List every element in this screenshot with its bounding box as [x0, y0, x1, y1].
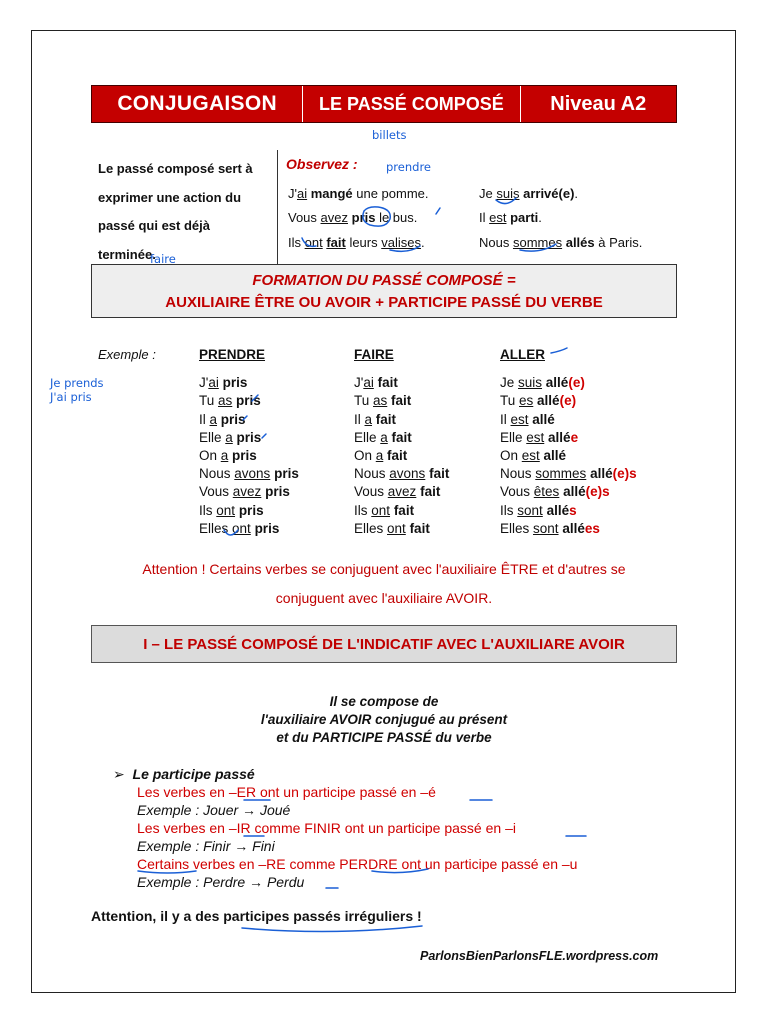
- participle: allé: [546, 502, 570, 518]
- participle: pris: [232, 448, 257, 464]
- faire-row: [354, 392, 449, 410]
- participle: fait: [387, 448, 408, 464]
- pronoun: Elle: [500, 429, 527, 445]
- participle: fait: [375, 411, 397, 427]
- pronoun: Vous: [354, 484, 388, 500]
- pronoun: Nous: [354, 466, 390, 482]
- auxiliary: sommes: [535, 466, 587, 482]
- attention-irreguliers: Attention, il y a des participes passés irréguliers !: [91, 908, 422, 924]
- participle: allé: [545, 375, 569, 391]
- participle: fait: [420, 484, 441, 500]
- pronoun: Tu: [500, 393, 520, 409]
- auxiliary: as: [373, 393, 388, 409]
- rule-re: Certains verbes en –RE comme PERDRE ont un participe passé en –u: [137, 856, 578, 872]
- definition-text: Le passé composé sert à exprimer une action du passé qui est déjà terminée.: [98, 161, 253, 262]
- pronoun: On: [199, 448, 221, 464]
- banner-level: Niveau A2: [550, 92, 647, 115]
- prendre-row: [199, 465, 299, 483]
- formation-line-1: FORMATION DU PASSÉ COMPOSÉ =: [252, 272, 516, 289]
- participe-passe-block: [113, 765, 577, 891]
- auxiliary: avez: [387, 484, 417, 500]
- intro-divider: [91, 264, 677, 265]
- pronoun: Tu: [199, 393, 219, 409]
- handwriting-billets: billets: [372, 128, 407, 142]
- prendre-row: [199, 429, 299, 447]
- aller-row: [500, 429, 637, 447]
- pronoun: Elle: [199, 429, 226, 445]
- auxiliary: ont: [387, 520, 406, 536]
- faire-row: [354, 502, 449, 520]
- exemple-label: Exemple :: [98, 347, 156, 362]
- auxiliary: a: [225, 429, 233, 445]
- agreement-ending: es: [584, 520, 600, 536]
- attention-auxiliaire-line-2: conjuguent avec l'auxiliaire AVOIR.: [275, 590, 493, 606]
- formation-line-2: AUXILIAIRE ÊTRE OU AVOIR + PARTICIPE PASSÉ DU VERBE: [165, 294, 603, 311]
- auxiliary: avez: [232, 484, 262, 500]
- attention-auxiliaire-line-1: Attention ! Certains verbes se conjuguent avec l'auxiliaire ÊTRE et d'autres se: [142, 561, 626, 577]
- prendre-column: [199, 346, 299, 538]
- agreement-ending: s: [569, 502, 577, 518]
- pronoun: J': [354, 375, 364, 391]
- aller-row: [500, 447, 637, 465]
- faire-header: FAIRE: [354, 347, 394, 362]
- participle: allé: [537, 393, 560, 409]
- agreement-ending: (e): [559, 393, 577, 409]
- pronoun: Vous: [199, 484, 233, 500]
- pronoun: Elles: [199, 520, 233, 536]
- participle: pris: [238, 502, 264, 518]
- participle: allé: [543, 448, 567, 464]
- handwriting-note: [50, 376, 104, 404]
- aller-row: [500, 483, 637, 501]
- auxiliary: ai: [363, 375, 374, 391]
- handwriting-faire: faire: [150, 252, 176, 266]
- pronoun: Ils: [500, 502, 518, 518]
- faire-column: [354, 346, 449, 538]
- example-sentence-5: Il est parti.: [479, 210, 542, 225]
- agreement-ending: (e)s: [585, 484, 610, 500]
- rule-ir: Les verbes en –IR comme FINIR ont un participe passé en –i: [137, 820, 516, 836]
- section-title: I – LE PASSÉ COMPOSÉ DE L'INDICATIF AVEC L'AUXILIARE AVOIR: [91, 625, 677, 663]
- pronoun: Tu: [354, 393, 374, 409]
- pronoun: Vous: [500, 484, 534, 500]
- prendre-row: [199, 447, 299, 465]
- example-sentence-1: J'ai mangé une pomme.: [288, 186, 429, 201]
- banner-conjugaison: CONJUGAISON: [92, 86, 303, 122]
- compose-line-2: l'auxiliaire AVOIR conjugué au présent: [260, 712, 508, 727]
- prendre-header: PRENDRE: [199, 347, 266, 362]
- participle: pris: [222, 375, 248, 391]
- participle: allé: [562, 520, 585, 536]
- participle: fait: [391, 393, 412, 409]
- compose-block: [91, 693, 677, 747]
- aller-row: [500, 411, 637, 429]
- banner-topic: LE PASSÉ COMPOSÉ: [303, 86, 520, 122]
- auxiliary: ont: [232, 520, 251, 536]
- pronoun: Je: [500, 375, 519, 391]
- auxiliary: est: [521, 448, 540, 464]
- pronoun: Il: [354, 411, 365, 427]
- pronoun: Ils: [199, 502, 217, 518]
- pronoun: Nous: [199, 466, 235, 482]
- auxiliary: êtes: [533, 484, 560, 500]
- faire-row: [354, 465, 449, 483]
- auxiliary: sont: [533, 520, 559, 536]
- participle: pris: [265, 484, 290, 500]
- definition-cell: [91, 150, 278, 265]
- auxiliary: est: [510, 411, 529, 427]
- auxiliary: est: [526, 429, 545, 445]
- example-er: Exemple : Jouer → Joué: [137, 802, 291, 818]
- compose-line-1: Il se compose de: [329, 694, 439, 709]
- auxiliary: a: [364, 411, 373, 427]
- pronoun: On: [500, 448, 522, 464]
- pronoun: Il: [199, 411, 210, 427]
- example-sentence-4: Je suis arrivé(e).: [479, 186, 579, 201]
- auxiliary: ai: [208, 375, 219, 391]
- participle: fait: [393, 502, 415, 518]
- example-ir: Exemple : Finir → Fini: [137, 838, 275, 854]
- auxiliary: a: [209, 411, 218, 427]
- rule-er: Les verbes en –ER ont un participe passé en –é: [137, 784, 436, 800]
- agreement-ending: e: [570, 429, 579, 445]
- participle: fait: [377, 375, 398, 391]
- pronoun: Elles: [500, 520, 534, 536]
- pronoun: Elles: [354, 520, 388, 536]
- auxiliary: as: [218, 393, 233, 409]
- participle: pris: [236, 393, 261, 409]
- agreement-ending: (e)s: [612, 466, 637, 482]
- agreement-ending: (e): [568, 375, 585, 391]
- aller-row: [500, 374, 637, 392]
- pronoun: Ils: [354, 502, 372, 518]
- handwriting-prendre: prendre: [386, 160, 431, 174]
- prendre-row: [199, 374, 299, 392]
- arrow-bullet-icon: ➢: [113, 766, 125, 782]
- pronoun: J': [199, 375, 209, 391]
- participle: pris: [236, 429, 262, 445]
- auxiliary: avons: [234, 466, 271, 482]
- website-credit: ParlonsBienParlonsFLE.wordpress.com: [420, 949, 659, 963]
- aller-row: [500, 502, 637, 520]
- auxiliary: a: [380, 429, 388, 445]
- handwriting-jai-pris: J'ai pris: [50, 390, 92, 404]
- participle: fait: [409, 520, 430, 536]
- aller-row: [500, 520, 637, 538]
- participle: fait: [391, 429, 412, 445]
- title-banner: [91, 85, 677, 123]
- participle: pris: [254, 520, 280, 536]
- auxiliary: avons: [389, 466, 426, 482]
- participle: pris: [220, 411, 246, 427]
- auxiliary: es: [519, 393, 534, 409]
- prendre-row: [199, 411, 299, 429]
- faire-row: [354, 483, 449, 501]
- faire-row: [354, 447, 449, 465]
- aller-header: ALLER: [500, 347, 545, 362]
- participle: allé: [532, 411, 555, 427]
- pronoun: Il: [500, 411, 511, 427]
- prendre-row: [199, 520, 299, 538]
- faire-row: [354, 374, 449, 392]
- aller-row: [500, 392, 637, 410]
- prendre-row: [199, 392, 299, 410]
- faire-row: [354, 411, 449, 429]
- auxiliary: a: [220, 448, 229, 464]
- participle: pris: [274, 466, 299, 482]
- participle: allé: [590, 466, 613, 482]
- auxiliary: ont: [216, 502, 236, 518]
- auxiliary: sont: [517, 502, 543, 518]
- participle: allé: [548, 429, 571, 445]
- pronoun: Nous: [500, 466, 536, 482]
- auxiliary: ont: [371, 502, 391, 518]
- pronoun: On: [354, 448, 376, 464]
- auxiliary: suis: [518, 375, 543, 391]
- participe-title: ➢ Le participe passé: [113, 766, 255, 782]
- example-sentence-2: Vous avez pris le bus.: [288, 210, 418, 225]
- prendre-row: [199, 483, 299, 501]
- aller-column: [500, 346, 637, 538]
- participle: allé: [563, 484, 586, 500]
- handwriting-je-prends: Je prends: [50, 376, 104, 390]
- participle: fait: [429, 466, 450, 482]
- aller-row: [500, 465, 637, 483]
- observez-label: Observez :: [286, 156, 358, 172]
- compose-line-3: et du PARTICIPE PASSÉ du verbe: [276, 730, 492, 745]
- faire-row: [354, 520, 449, 538]
- pronoun: Elle: [354, 429, 381, 445]
- example-sentence-6: Nous sommes allés à Paris.: [479, 235, 643, 250]
- formation-title: [91, 270, 677, 314]
- example-re: Exemple : Perdre → Perdu: [137, 874, 305, 890]
- auxiliary: a: [375, 448, 384, 464]
- example-sentence-3: Ils ont fait leurs valises.: [288, 235, 425, 250]
- faire-row: [354, 429, 449, 447]
- prendre-row: [199, 502, 299, 520]
